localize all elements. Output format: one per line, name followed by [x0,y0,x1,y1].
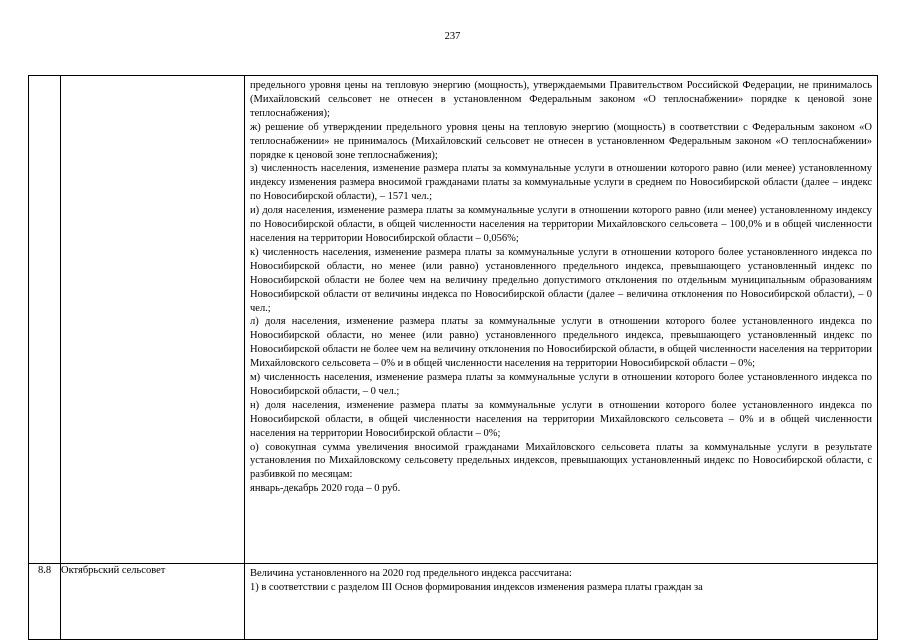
page-number: 237 [444,31,461,42]
paragraph: з) численность населения, изменение размера платы за коммунальные услуги в отношении которого равно (или менее) установленному индексу изменения размера вносимой гражданами платы за коммунальные услуги в среднем по Новосибирской области (далее – индекс по Новосибирской области), – 1571 чел.; [250,163,872,203]
paragraph: январь-декабрь 2020 года – 0 руб. [250,483,401,495]
paragraph: о) совокупная сумма увеличения вносимой гражданами Михайловского сельсовета платы за коммунальные услуги в результате установления по Михайловскому сельсовету предельных индексов, превышающих установленный индекс по Новосибирской области, с разбивкой по месяцам: [250,441,872,481]
paragraph: Величина установленного на 2020 год предельного индекса рассчитана: [250,568,572,579]
paragraph: м) численность населения, изменение размера платы за коммунальные услуги в отношении которого более установленного индекса по Новосибирской области, – 0 чел.; [250,372,872,397]
paragraph: л) доля населения, изменение размера платы за коммунальные услуги в отношении которого более установленного индекса по Новосибирской области, но менее (или равно) установленного предельного индекса, превышающего установленный индекс по Новосибирской области не более чем на величину отклонения по Новосибирской области, в общей численности населения на территории Михайловского сельсовета – 0% и в общей численности населения на территории Новосибирской области – 0%; [250,316,872,370]
row-content [245,76,878,564]
table-row [29,76,878,564]
paragraph: и) доля населения, изменение размера платы за коммунальные услуги в отношении которого равно (или менее) установленному индексу по Новосибирской области, в общей численности населения на территории Михайловского сельсовета – 100,0% и в общей численности населения на территории Новосибирской области – 0,056%; [250,205,872,244]
paragraph: предельного уровня цены на тепловую энергию (мощность), утверждаемыми Правительством Российской Федерации, не принималось (Михайловский сельсовет не отнесен в установленном Федеральным законом «О теплоснабжении» порядке к ценовой зоне теплоснабжения); [250,80,872,119]
row-content [245,564,878,640]
paragraph: н) доля населения, изменение размера платы за коммунальные услуги в отношении которого более установленного индекса по Новосибирской области, в общей численности населения на территории Михайловского сельсовета – 0% и в общей численности населения на территории Новосибирской области – 0%; [250,399,872,439]
document-table [28,75,878,640]
paragraph: 1) в соответствии с разделом III Основ формирования индексов изменения размера платы граждан за [250,581,703,593]
row-number: 8.8 [29,564,61,640]
table-row [29,564,878,640]
paragraph: ж) решение об утверждении предельного уровня цены на тепловую энергию (мощность) в соответствии с Федеральным законом «О теплоснабжении» не принималось (Михайловский сельсовет не отнесен в установленном Федеральным законом «О теплоснабжении» порядке к ценовой зоне теплоснабжения); [250,121,872,161]
row-number [29,76,61,564]
paragraph: к) численность населения, изменение размера платы за коммунальные услуги в отношении которого более установленного индекса по Новосибирской области, но менее (или равно) установленного предельного индекса, превышающего установленный индекс по Новосибирской области не более чем на величину предельно допустимого отклонения по отдельным муниципальным образованиям Новосибирской области от величины индекса по Новосибирской области (далее – величина отклонения по Новосибирской области), – 0 чел.; [250,246,872,314]
municipality-name: Октябрьский сельсовет [61,564,245,640]
municipality-name [61,76,245,564]
